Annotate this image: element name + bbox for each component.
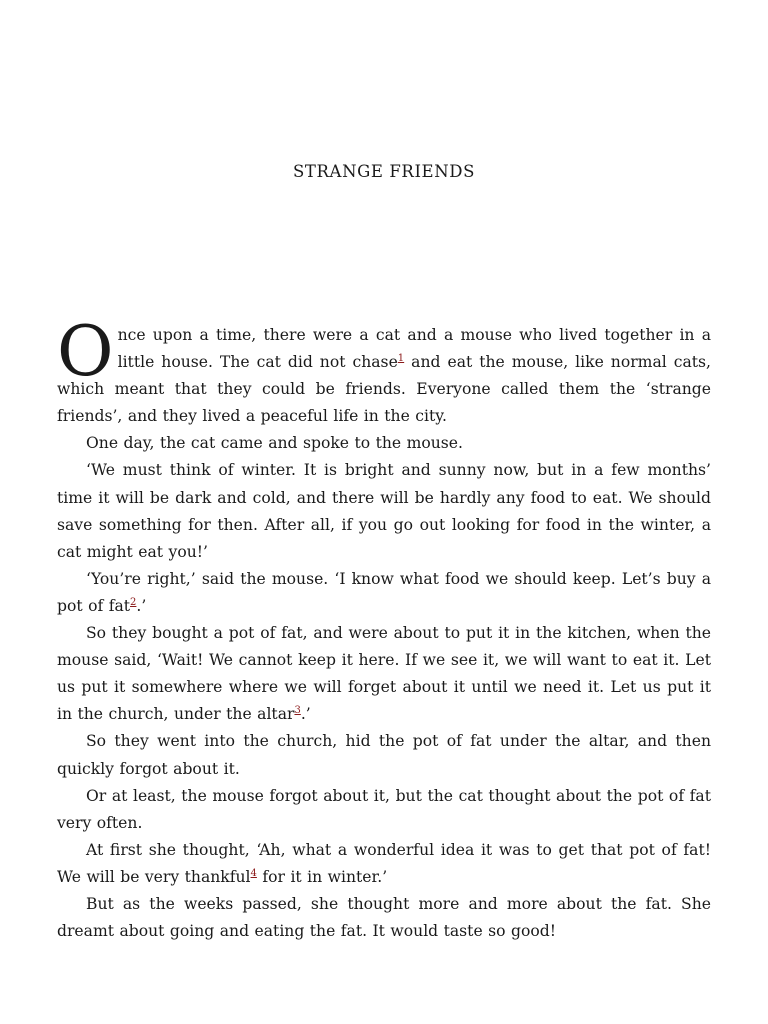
- paragraph-1-text-b: and eat the mouse, like normal cats, which meant that they could be friends. Everyone called them the ‘strange friends’, and they lived a peaceful life in the city.: [57, 353, 711, 426]
- chapter-body: [57, 312, 711, 945]
- paragraph-4-text-a: ‘You’re right,’ said the mouse. ‘I know what food we should keep. Let’s buy a pot of fat: [57, 569, 711, 615]
- paragraph-8-text-a: At first she thought, ‘Ah, what a wonderful idea it was to get that pot of fat! We will be very thankful: [57, 840, 711, 886]
- paragraph-5-text-b: .’: [300, 705, 311, 724]
- paragraph-4-text-b: .’: [136, 596, 147, 615]
- paragraph-7: Or at least, the mouse forgot about it, but the cat thought about the pot of fat very often.: [57, 786, 711, 832]
- paragraph-5-text-a: So they bought a pot of fat, and were about to put it in the kitchen, when the mouse said, ‘Wait! We cannot keep it here. If we see it, we will want to eat it. Let us put it somewhere where we will forget about it until we need it. Let us put it in the church, under the altar: [57, 624, 711, 724]
- paragraph-1-text-a: nce upon a time, there were a cat and a mouse who lived together in a little house. The cat did not chase: [117, 326, 711, 372]
- footnote-link-4[interactable]: 4: [250, 867, 257, 879]
- paragraph-8-text-b: for it in winter.’: [256, 867, 388, 886]
- paragraph-9: But as the weeks passed, she thought more and more about the fat. She dreamt about going and eating the fat. It would taste so good!: [57, 894, 711, 941]
- paragraph-1: [57, 312, 711, 430]
- footnote-link-3[interactable]: 3: [294, 705, 301, 717]
- footnote-link-2[interactable]: 2: [130, 596, 137, 608]
- paragraph-5: [57, 620, 711, 728]
- paragraph-6: So they went into the church, hid the pot of fat under the altar, and then quickly forgot about it.: [57, 732, 711, 778]
- drop-cap: O: [57, 312, 114, 392]
- paragraph-4: [57, 566, 711, 620]
- paragraph-3: ‘We must think of winter. It is bright and sunny now, but in a few months’ time it will be dark and cold, and there will be hardly any food to eat. We should save something for then. After all, if you go out looking for food in the winter, a cat might eat you!’: [57, 461, 711, 561]
- paragraph-2: One day, the cat came and spoke to the mouse.: [86, 434, 463, 453]
- footnote-link-1[interactable]: 1: [397, 352, 405, 364]
- paragraph-8: [57, 837, 711, 891]
- chapter-title: STRANGE FRIENDS: [293, 162, 475, 181]
